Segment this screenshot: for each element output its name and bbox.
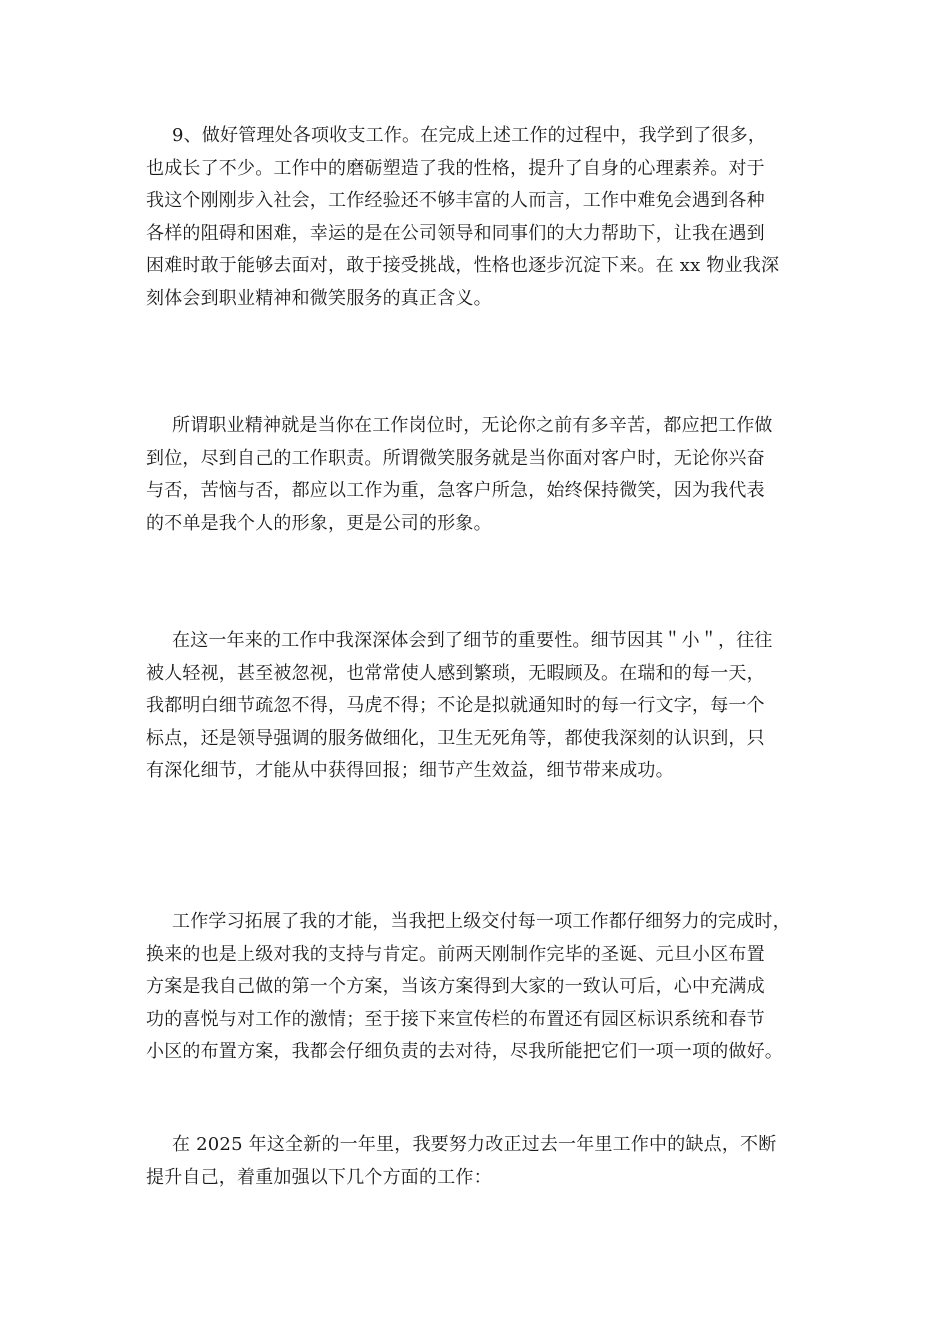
paragraph-4	[146, 906, 816, 1069]
text-line: 刻体会到职业精神和微笑服务的真正含义。	[146, 287, 492, 309]
text-line: 小区的布置方案，我都会仔细负责的去对待，尽我所能把它们一项一项的做好。	[146, 1041, 783, 1062]
text-line: 功的喜悦与对工作的激情；至于接下来宣传栏的布置还有园区标识系统和春节	[146, 1008, 765, 1030]
text-line: 所谓职业精神就是当你在工作岗位时，无论你之前有多辛苦，都应把工作做	[172, 415, 773, 436]
text-line: 标点，还是领导强调的服务做细化，卫生无死角等，都使我深刻的认识到，只	[146, 727, 765, 749]
text-line: 被人轻视，甚至被忽视，也常常使人感到繁琐，无暇顾及。在瑞和的每一天，	[146, 662, 765, 684]
paragraph-2	[146, 410, 816, 540]
text-line: 到位，尽到自己的工作职责。所谓微笑服务就是当你面对客户时，无论你兴奋	[146, 447, 765, 469]
text-line: 提升自己，着重加强以下几个方面的工作：	[146, 1166, 492, 1188]
text-line: 的不单是我个人的形象，更是公司的形象。	[146, 512, 492, 534]
paragraph-3	[146, 625, 816, 788]
paragraph-5	[146, 1129, 816, 1194]
text-line: 我这个刚刚步入社会，工作经验还不够丰富的人而言，工作中难免会遇到各种	[146, 190, 765, 211]
text-line: 在 2025 年这全新的一年里，我要努力改正过去一年里工作中的缺点，不断	[172, 1134, 777, 1155]
text-line: 换来的也是上级对我的支持与肯定。前两天刚制作完毕的圣诞、元旦小区布置	[146, 943, 765, 965]
text-line: 有深化细节，才能从中获得回报；细节产生效益，细节带来成功。	[146, 760, 674, 781]
paragraph-1	[146, 120, 816, 315]
text-line: 也成长了不少。工作中的磨砺塑造了我的性格，提升了自身的心理素养。对于	[146, 157, 765, 179]
text-line: 我都明白细节疏忽不得，马虎不得；不论是拟就通知时的每一行文字，每一个	[146, 695, 765, 716]
text-line: 工作学习拓展了我的才能，当我把上级交付每一项工作都仔细努力的完成时，	[172, 911, 791, 932]
text-line: 9、做好管理处各项收支工作。在完成上述工作的过程中，我学到了很多，	[172, 125, 767, 146]
text-line: 困难时敢于能够去面对，敢于接受挑战，性格也逐步沉淀下来。在 xx 物业我深	[146, 255, 780, 276]
text-line: 方案是我自己做的第一个方案，当该方案得到大家的一致认可后，心中充满成	[146, 976, 765, 997]
text-line: 在这一年来的工作中我深深体会到了细节的重要性。细节因其＂小＂，往往	[172, 630, 773, 651]
text-line: 与否，苦恼与否，都应以工作为重，急客户所急，始终保持微笑，因为我代表	[146, 480, 765, 501]
text-line: 各样的阻碍和困难，幸运的是在公司领导和同事们的大力帮助下，让我在遇到	[146, 222, 765, 244]
